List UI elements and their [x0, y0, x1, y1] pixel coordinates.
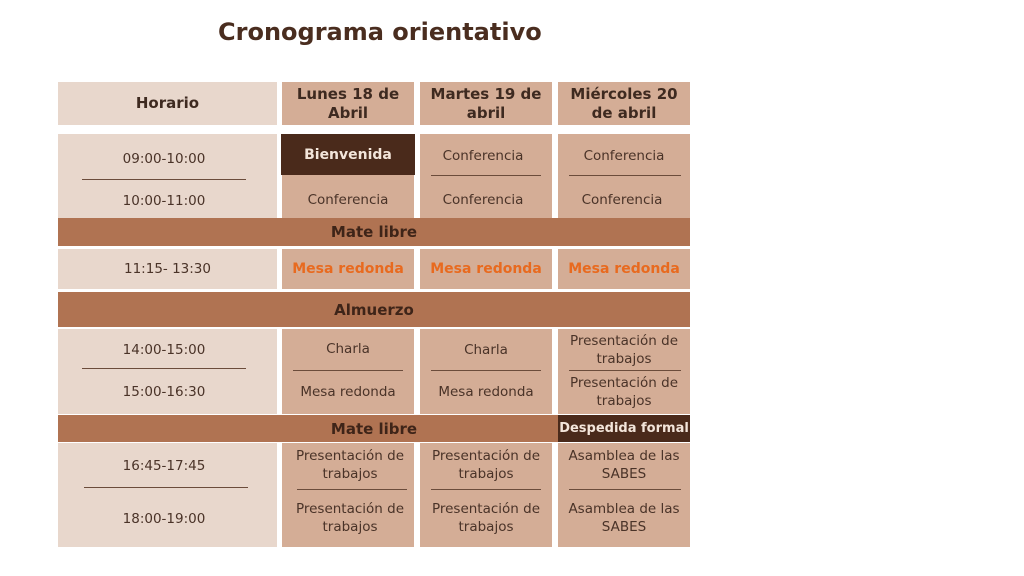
session-cell: Mesa redonda — [300, 384, 396, 400]
time-slot: 18:00-19:00 — [122, 511, 206, 527]
header-day-3: Miércoles 20 de abril — [558, 82, 690, 125]
divider — [431, 175, 541, 176]
session-cell: Mesa redonda — [438, 384, 534, 400]
divider — [431, 489, 541, 490]
session-cell: Charla — [464, 342, 508, 358]
time-slot: 11:15- 13:30 — [58, 249, 277, 289]
divider — [293, 370, 403, 371]
session-cell: Presentación de trabajos — [295, 448, 405, 482]
break-band-mate: Mate libre — [58, 218, 690, 246]
session-mesa-redonda: Mesa redonda — [420, 249, 552, 289]
session-cell: Charla — [326, 341, 370, 357]
session-cell: Conferencia — [581, 192, 663, 208]
time-slot: 10:00-11:00 — [122, 193, 206, 209]
session-cell: Presentación de trabajos — [569, 375, 679, 409]
header-day-2: Martes 19 de abril — [420, 82, 552, 125]
break-band-mate: Mate libre — [58, 415, 690, 442]
session-bienvenida: Bienvenida — [281, 134, 415, 175]
divider — [569, 370, 681, 371]
divider — [431, 370, 541, 371]
session-cell: Asamblea de las SABES — [568, 448, 680, 482]
divider — [82, 368, 246, 369]
session-cell: Asamblea de las SABES — [568, 501, 680, 535]
time-slot: 16:45-17:45 — [122, 458, 206, 474]
break-band-almuerzo: Almuerzo — [58, 292, 690, 327]
session-cell: Conferencia — [442, 192, 524, 208]
divider — [569, 175, 681, 176]
session-cell: Presentación de trabajos — [431, 501, 541, 535]
session-cell: Conferencia — [583, 148, 665, 164]
time-slot: 14:00-15:00 — [122, 342, 206, 358]
page-title: Cronograma orientativo — [218, 18, 542, 46]
session-cell: Presentación de trabajos — [295, 501, 405, 535]
time-slot: 15:00-16:30 — [122, 384, 206, 400]
session-cell: Conferencia — [442, 148, 524, 164]
divider — [297, 489, 407, 490]
session-cell: Presentación de trabajos — [569, 333, 679, 367]
divider — [84, 487, 248, 488]
time-slot: 09:00-10:00 — [122, 151, 206, 167]
divider — [569, 489, 681, 490]
session-cell: Presentación de trabajos — [431, 448, 541, 482]
session-mesa-redonda: Mesa redonda — [558, 249, 690, 289]
divider — [82, 179, 246, 180]
header-day-1: Lunes 18 de Abril — [282, 82, 414, 125]
header-horario: Horario — [58, 82, 277, 125]
session-mesa-redonda: Mesa redonda — [282, 249, 414, 289]
session-cell: Conferencia — [307, 192, 389, 208]
session-despedida: Despedida formal — [558, 415, 690, 442]
